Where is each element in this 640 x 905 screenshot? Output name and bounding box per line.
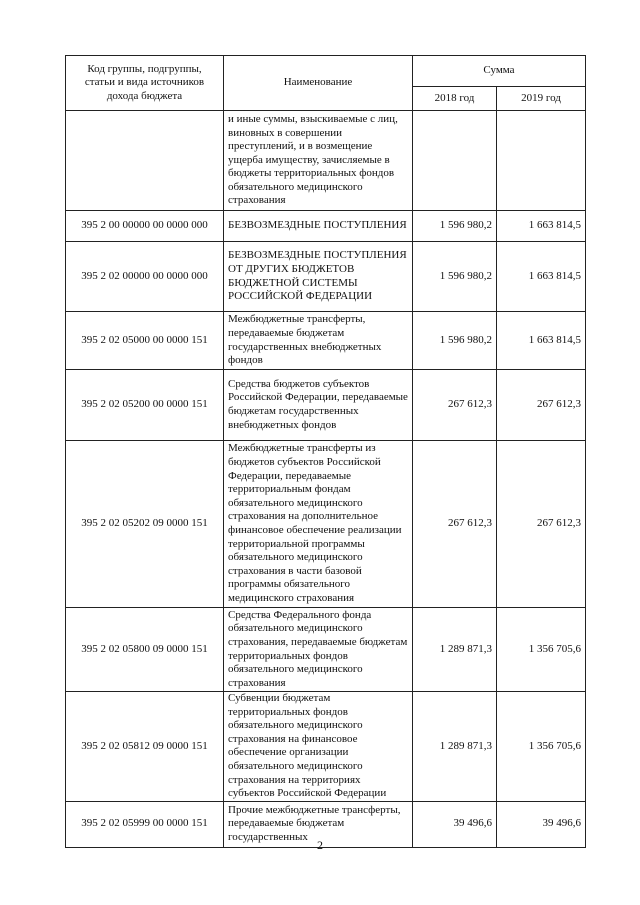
row-name: Прочие межбюджетные трансферты, передаваемые бюджетам государственных bbox=[224, 801, 413, 847]
row-code: 395 2 02 05999 00 0000 151 bbox=[66, 801, 224, 847]
table-row bbox=[66, 441, 586, 608]
budget-revenue-table bbox=[65, 55, 586, 848]
row-value-2019: 267 612,3 bbox=[497, 441, 586, 608]
table-row bbox=[66, 111, 586, 211]
row-code: 395 2 00 00000 00 0000 000 bbox=[66, 211, 224, 242]
table-row bbox=[66, 211, 586, 242]
row-value-2018: 1 289 871,3 bbox=[413, 608, 497, 692]
row-code bbox=[66, 111, 224, 211]
row-value-2018: 1 596 980,2 bbox=[413, 242, 497, 312]
table-row bbox=[66, 242, 586, 312]
row-code: 395 2 02 05812 09 0000 151 bbox=[66, 692, 224, 802]
row-code: 395 2 02 05000 00 0000 151 bbox=[66, 312, 224, 370]
row-code: 395 2 02 05800 09 0000 151 bbox=[66, 608, 224, 692]
row-value-2018: 1 596 980,2 bbox=[413, 312, 497, 370]
row-value-2019 bbox=[497, 111, 586, 211]
page-number: 2 bbox=[317, 838, 323, 852]
row-value-2018: 267 612,3 bbox=[413, 441, 497, 608]
code-column-header: Код группы, подгруппы, статьи и вида источников дохода бюджета bbox=[66, 56, 224, 111]
sum-column-header: Сумма bbox=[413, 56, 586, 87]
table-row bbox=[66, 370, 586, 441]
year-2019-header: 2019 год bbox=[497, 87, 586, 111]
row-value-2019: 267 612,3 bbox=[497, 370, 586, 441]
row-name: и иные суммы, взыскиваемые с лиц, виновных в совершении преступлений, и в возмещение ущерба имуществу, зачисляемые в бюджеты территориальных фондов обязательного медицинского страхования bbox=[224, 111, 413, 211]
row-name: БЕЗВОЗМЕЗДНЫЕ ПОСТУПЛЕНИЯ bbox=[224, 211, 413, 242]
row-name: Межбюджетные трансферты из бюджетов субъектов Российской Федерации, передаваемые территориальным фондам обязательного медицинского страхования на дополнительное финансовое обеспечение реализации территориальной программы обязательного медицинского страхования в части базовой программы обязательного медицинского страхования bbox=[224, 441, 413, 608]
row-value-2018: 1 289 871,3 bbox=[413, 692, 497, 802]
row-name: Субвенции бюджетам территориальных фондов обязательного медицинского страхования на финансовое обеспечение организации обязательного медицинского страхования на территориях субъектов Российской Федерации bbox=[224, 692, 413, 802]
table-row bbox=[66, 692, 586, 802]
year-2018-header: 2018 год bbox=[413, 87, 497, 111]
row-value-2019: 39 496,6 bbox=[497, 801, 586, 847]
row-value-2018: 267 612,3 bbox=[413, 370, 497, 441]
row-value-2019: 1 663 814,5 bbox=[497, 242, 586, 312]
table-row bbox=[66, 608, 586, 692]
row-name: Средства Федерального фонда обязательного медицинского страхования, передаваемые бюджетам территориальных фондов обязательного медицинского страхования bbox=[224, 608, 413, 692]
row-code: 395 2 02 00000 00 0000 000 bbox=[66, 242, 224, 312]
row-code: 395 2 02 05200 00 0000 151 bbox=[66, 370, 224, 441]
row-value-2019: 1 663 814,5 bbox=[497, 211, 586, 242]
header-row bbox=[66, 56, 586, 87]
row-code: 395 2 02 05202 09 0000 151 bbox=[66, 441, 224, 608]
row-value-2018: 39 496,6 bbox=[413, 801, 497, 847]
row-name: Межбюджетные трансферты, передаваемые бюджетам государственных внебюджетных фондов bbox=[224, 312, 413, 370]
table-row bbox=[66, 312, 586, 370]
row-value-2018: 1 596 980,2 bbox=[413, 211, 497, 242]
name-column-header: Наименование bbox=[224, 56, 413, 111]
row-value-2019: 1 356 705,6 bbox=[497, 692, 586, 802]
row-name: Средства бюджетов субъектов Российской Федерации, передаваемые бюджетам государственных внебюджетных фондов bbox=[224, 370, 413, 441]
row-value-2019: 1 663 814,5 bbox=[497, 312, 586, 370]
row-name: БЕЗВОЗМЕЗДНЫЕ ПОСТУПЛЕНИЯ ОТ ДРУГИХ БЮДЖЕТОВ БЮДЖЕТНОЙ СИСТЕМЫ РОССИЙСКОЙ ФЕДЕРАЦИИ bbox=[224, 242, 413, 312]
row-value-2018 bbox=[413, 111, 497, 211]
row-value-2019: 1 356 705,6 bbox=[497, 608, 586, 692]
